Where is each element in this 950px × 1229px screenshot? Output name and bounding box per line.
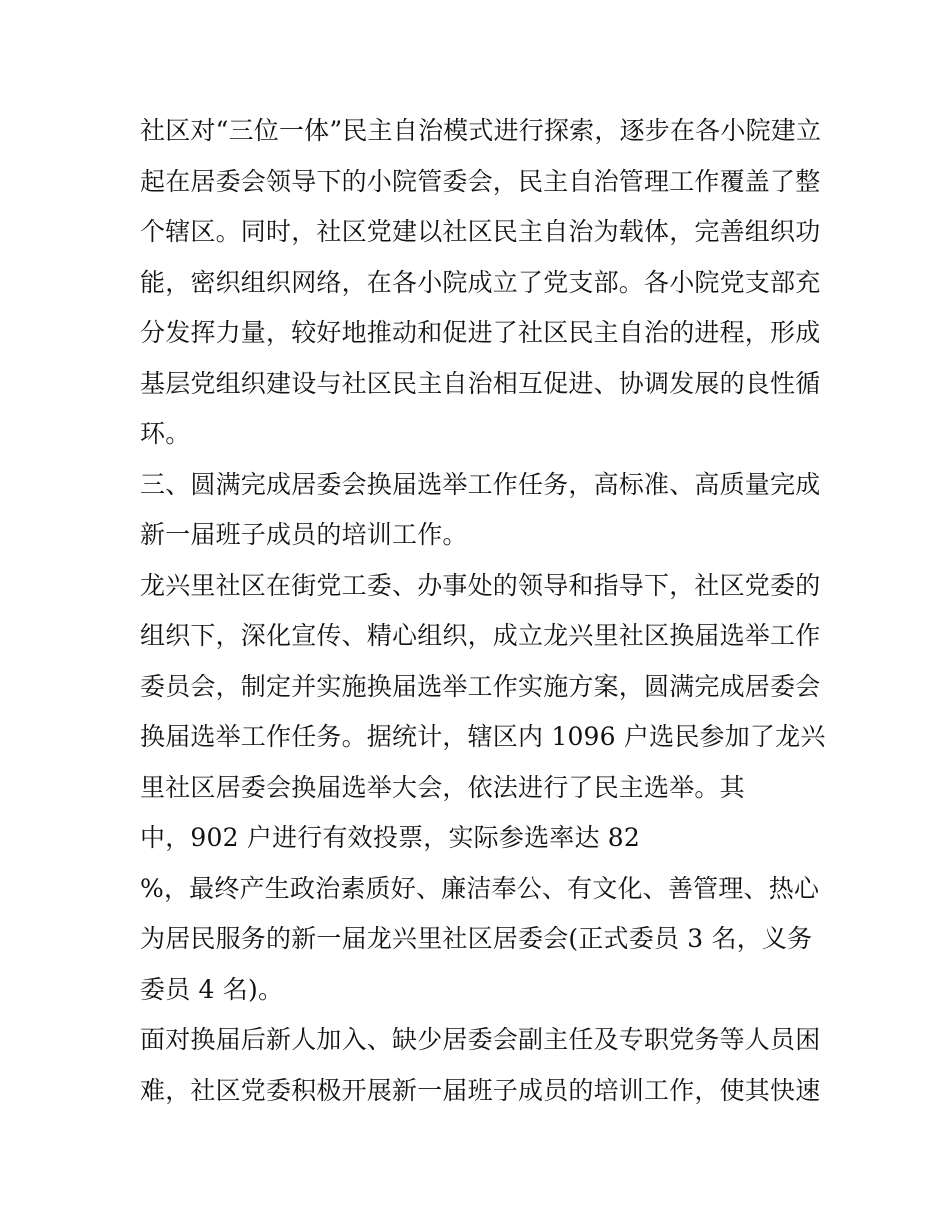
text-line: 里社区居委会换届选举大会，依法进行了民主选举。其 [140, 772, 745, 802]
text-line: 社区对“三位一体”民主自治模式进行探索，逐步在各小院建立 [140, 116, 822, 145]
text-line: 龙兴里社区在街党工委、办事处的领导和指导下，社区党委的 [140, 570, 821, 600]
text-line: 个辖区。同时，社区党建以社区民主自治为载体，完善组织功 [140, 217, 821, 246]
text-line: 组织下，深化宣传、精心组织，成立龙兴里社区换届选举工作 [140, 621, 821, 650]
text-line: 中，902 户进行有效投票，实际参选率达 82 [140, 823, 641, 852]
text-line: 环。 [140, 419, 191, 448]
text-line: 为居民服务的新一届龙兴里社区居委会(正式委员 3 名，义务 [140, 924, 813, 953]
text-line: 委员 4 名)。 [140, 974, 284, 1004]
text-line: 基层党组织建设与社区民主自治相互促进、协调发展的良性循 [140, 368, 821, 398]
text-line: 能，密织组织网络，在各小院成立了党支部。各小院党支部充 [140, 267, 821, 297]
text-line: 分发挥力量，较好地推动和促进了社区民主自治的进程，形成 [140, 318, 821, 347]
text-line: 起在居委会领导下的小院管委会，民主自治管理工作覆盖了整 [140, 166, 821, 196]
section-heading-line: 新一届班子成员的培训工作。 [140, 520, 468, 549]
text-line: 面对换届后新人加入、缺少居委会副主任及专职党务等人员困 [140, 1025, 821, 1054]
text-line: 委员会，制定并实施换届选举工作实施方案，圆满完成居委会 [140, 671, 821, 701]
body-text [140, 106, 826, 1116]
text-line: %，最终产生政治素质好、廉洁奉公、有文化、善管理、热心 [140, 873, 820, 903]
text-line: 难，社区党委积极开展新一届班子成员的培训工作，使其快速 [140, 1075, 821, 1105]
text-line: 换届选举工作任务。据统计，辖区内 1096 户选民参加了龙兴 [140, 722, 826, 751]
section-heading-line: 三、圆满完成居委会换届选举工作任务，高标准、高质量完成 [140, 469, 821, 499]
